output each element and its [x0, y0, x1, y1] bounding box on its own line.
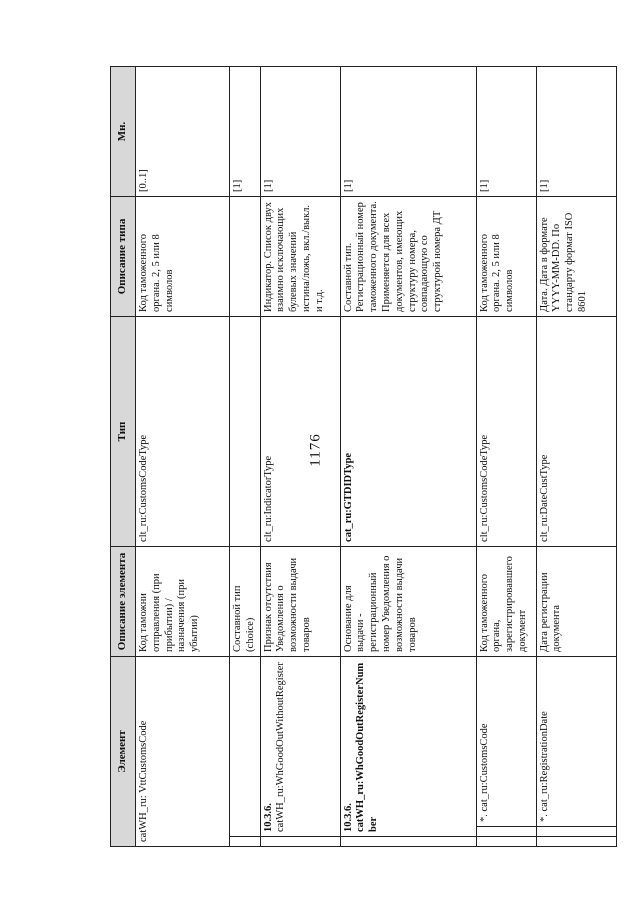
mult-cell: [1]	[340, 66, 476, 196]
header-type-desc: Описание типа	[111, 196, 136, 316]
type-desc-cell: Индикатор. Список двух взаимно исключающих булевых значений истина/ложь, вкл./выкл. и т.д.	[260, 196, 340, 316]
header-mult: Мн.	[111, 66, 136, 196]
element-name: catWH_ru:WhGoodOutRegisterNumber	[355, 662, 380, 832]
indent-cell	[230, 837, 261, 847]
type-cell: clt_ru:IndicatorType	[260, 316, 340, 546]
element-cell	[476, 656, 536, 826]
mult-cell: [1]	[230, 66, 261, 196]
indent-cell	[476, 827, 536, 837]
indent-cell	[536, 837, 616, 847]
element-cell	[136, 656, 230, 846]
level-marker: *.	[478, 814, 490, 822]
element-name: cat_ru:CustomsCode	[478, 723, 490, 812]
indent-cell	[476, 837, 536, 847]
table-row	[230, 66, 261, 846]
type-desc-cell: Составной тип. Регистрационный номер таможенного документа. Применяется для всех документов, имеющих структуру номера, совпадающую со структурой номера ДТ	[340, 196, 476, 316]
indent-cell	[536, 827, 616, 837]
element-desc-cell: Код таможенного органа, зарегистрировавшего документ	[476, 546, 536, 656]
mult-cell: [1]	[536, 66, 616, 196]
type-cell: clt_ru:CustomsCodeType	[136, 316, 230, 546]
element-name: catWH_ru:WhGoodOutWithoutRegister	[275, 662, 287, 832]
level-number: 10.3.6.	[262, 803, 274, 832]
element-desc-cell: Код таможни отправления (при прибытии) / назначения (при убытии)	[136, 546, 230, 656]
element-name: cat_ru:RegistrationDate	[538, 711, 550, 812]
table-row	[260, 66, 340, 846]
element-desc-cell: Признак отсутствия Уведомления о возможности выдачи товаров	[260, 546, 340, 656]
element-desc-cell: Составной тип (choice)	[230, 546, 261, 656]
element-cell	[536, 656, 616, 826]
level-number: 10.3.6.	[342, 803, 354, 832]
table-row	[476, 66, 536, 846]
table-row	[136, 66, 230, 846]
type-desc-cell: Код таможенного органа. 2, 5 или 8 символов	[476, 196, 536, 316]
mult-cell: [1]	[476, 66, 536, 196]
table-row	[340, 66, 476, 846]
table-header-row	[111, 66, 136, 846]
type-cell	[230, 316, 261, 546]
mult-cell: [0..1]	[136, 66, 230, 196]
mult-cell: [1]	[260, 66, 340, 196]
type-desc-cell	[230, 196, 261, 316]
element-name: catWH_ru: VttCustomsCode	[138, 720, 149, 842]
element-cell	[260, 656, 340, 836]
element-cell	[340, 656, 476, 836]
type-cell: clt_ru:DateCustType	[536, 316, 616, 546]
element-desc-cell: Дата регистрации документа	[536, 546, 616, 656]
page-number: 1176	[307, 433, 324, 467]
indent-cell	[340, 837, 476, 847]
type-cell: clt_ru:CustomsCodeType	[476, 316, 536, 546]
header-type: Тип	[111, 316, 136, 546]
header-element-desc: Описание элемента	[111, 546, 136, 656]
type-desc-cell: Код таможенного органа. 2, 5 или 8 символов	[136, 196, 230, 316]
indent-cell	[260, 837, 340, 847]
type-desc-cell: Дата. Дата в формате YYYY-MM-DD. По стандарту формат ISO 8601	[536, 196, 616, 316]
level-marker: *.	[538, 814, 550, 822]
type-cell: cat_ru:GTDIDType	[340, 316, 476, 546]
table-row	[536, 66, 616, 846]
rotated-spec-table	[110, 67, 588, 847]
spec-table	[110, 66, 617, 847]
header-element: Элемент	[111, 656, 136, 846]
element-desc-cell: Основание для выдачи - регистрационный номер Уведомления о возможности выдачи товаров	[340, 546, 476, 656]
element-cell	[230, 656, 261, 836]
